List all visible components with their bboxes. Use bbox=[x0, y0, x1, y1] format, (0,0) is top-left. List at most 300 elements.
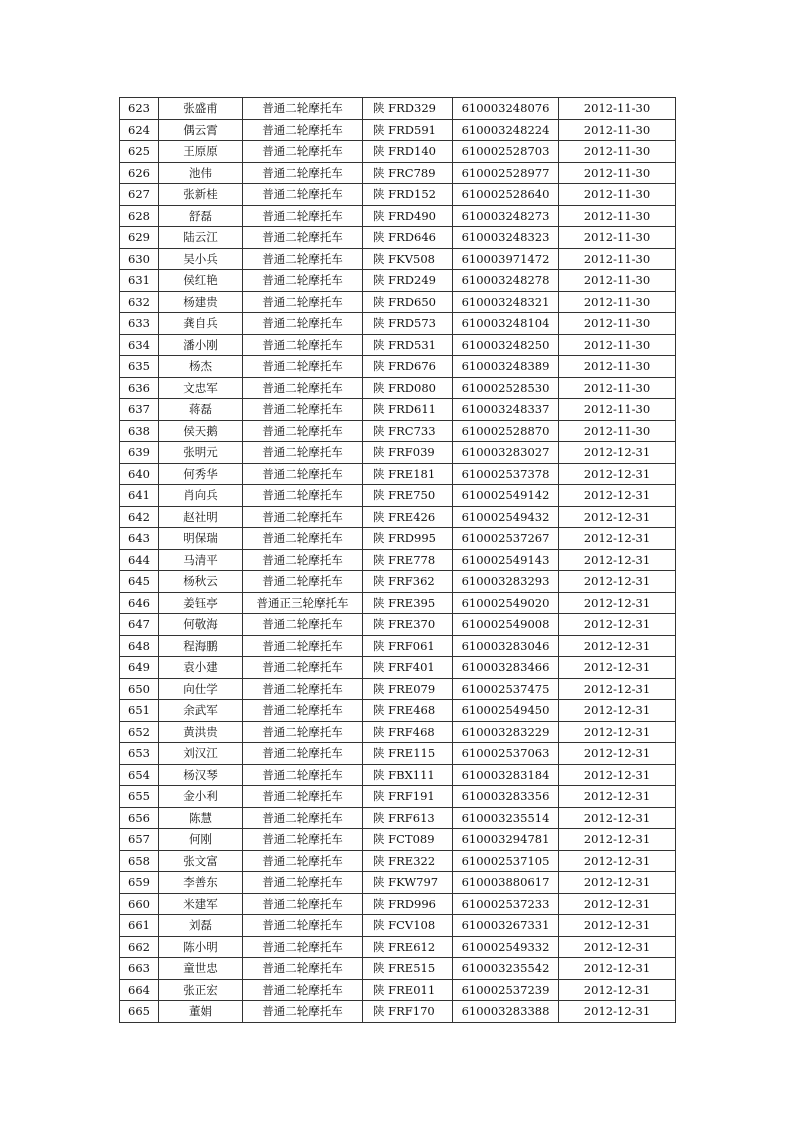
row-number-cell: 650 bbox=[120, 678, 159, 700]
plate-number-cell: 陕 FRF401 bbox=[363, 657, 453, 679]
issue-date-cell: 2012-12-31 bbox=[559, 571, 676, 593]
row-number-cell: 638 bbox=[120, 420, 159, 442]
issue-date-cell: 2012-12-31 bbox=[559, 721, 676, 743]
license-number-cell: 610002537105 bbox=[453, 850, 559, 872]
issue-date-cell: 2012-11-30 bbox=[559, 399, 676, 421]
holder-name-cell: 张文富 bbox=[159, 850, 243, 872]
holder-name-cell: 池伟 bbox=[159, 162, 243, 184]
plate-number-cell: 陕 FRC789 bbox=[363, 162, 453, 184]
license-table bbox=[119, 97, 676, 1023]
row-number-cell: 624 bbox=[120, 119, 159, 141]
plate-number-cell: 陕 FRF191 bbox=[363, 786, 453, 808]
license-number-cell: 610003283229 bbox=[453, 721, 559, 743]
issue-date-cell: 2012-12-31 bbox=[559, 979, 676, 1001]
vehicle-class-cell: 普通二轮摩托车 bbox=[243, 635, 363, 657]
holder-name-cell: 张明元 bbox=[159, 442, 243, 464]
row-number-cell: 648 bbox=[120, 635, 159, 657]
vehicle-class-cell: 普通二轮摩托车 bbox=[243, 872, 363, 894]
holder-name-cell: 文忠军 bbox=[159, 377, 243, 399]
issue-date-cell: 2012-11-30 bbox=[559, 334, 676, 356]
table-row bbox=[120, 678, 676, 700]
vehicle-class-cell: 普通正三轮摩托车 bbox=[243, 592, 363, 614]
issue-date-cell: 2012-12-31 bbox=[559, 506, 676, 528]
table-row bbox=[120, 571, 676, 593]
issue-date-cell: 2012-12-31 bbox=[559, 786, 676, 808]
license-number-cell: 610003283356 bbox=[453, 786, 559, 808]
plate-number-cell: 陕 FRF613 bbox=[363, 807, 453, 829]
issue-date-cell: 2012-12-31 bbox=[559, 915, 676, 937]
table-row bbox=[120, 829, 676, 851]
license-number-cell: 610002528977 bbox=[453, 162, 559, 184]
row-number-cell: 658 bbox=[120, 850, 159, 872]
issue-date-cell: 2012-11-30 bbox=[559, 98, 676, 120]
plate-number-cell: 陕 FRE011 bbox=[363, 979, 453, 1001]
table-row bbox=[120, 614, 676, 636]
vehicle-class-cell: 普通二轮摩托车 bbox=[243, 205, 363, 227]
holder-name-cell: 侯红艳 bbox=[159, 270, 243, 292]
table-row bbox=[120, 463, 676, 485]
plate-number-cell: 陕 FRE181 bbox=[363, 463, 453, 485]
holder-name-cell: 刘磊 bbox=[159, 915, 243, 937]
vehicle-class-cell: 普通二轮摩托车 bbox=[243, 893, 363, 915]
holder-name-cell: 刘汉江 bbox=[159, 743, 243, 765]
plate-number-cell: 陕 FRD531 bbox=[363, 334, 453, 356]
holder-name-cell: 肖向兵 bbox=[159, 485, 243, 507]
issue-date-cell: 2012-12-31 bbox=[559, 592, 676, 614]
license-number-cell: 610002549143 bbox=[453, 549, 559, 571]
plate-number-cell: 陕 FRE370 bbox=[363, 614, 453, 636]
issue-date-cell: 2012-12-31 bbox=[559, 764, 676, 786]
license-number-cell: 610003248250 bbox=[453, 334, 559, 356]
row-number-cell: 646 bbox=[120, 592, 159, 614]
row-number-cell: 645 bbox=[120, 571, 159, 593]
issue-date-cell: 2012-11-30 bbox=[559, 162, 676, 184]
holder-name-cell: 杨杰 bbox=[159, 356, 243, 378]
issue-date-cell: 2012-12-31 bbox=[559, 958, 676, 980]
holder-name-cell: 明保瑞 bbox=[159, 528, 243, 550]
issue-date-cell: 2012-12-31 bbox=[559, 463, 676, 485]
row-number-cell: 664 bbox=[120, 979, 159, 1001]
plate-number-cell: 陕 FRD329 bbox=[363, 98, 453, 120]
row-number-cell: 633 bbox=[120, 313, 159, 335]
row-number-cell: 634 bbox=[120, 334, 159, 356]
table-row bbox=[120, 119, 676, 141]
issue-date-cell: 2012-11-30 bbox=[559, 227, 676, 249]
vehicle-class-cell: 普通二轮摩托车 bbox=[243, 657, 363, 679]
table-row bbox=[120, 270, 676, 292]
license-number-cell: 610002549008 bbox=[453, 614, 559, 636]
holder-name-cell: 陆云江 bbox=[159, 227, 243, 249]
table-row bbox=[120, 205, 676, 227]
plate-number-cell: 陕 FRF362 bbox=[363, 571, 453, 593]
vehicle-class-cell: 普通二轮摩托车 bbox=[243, 936, 363, 958]
license-number-cell: 610003294781 bbox=[453, 829, 559, 851]
holder-name-cell: 程海鹏 bbox=[159, 635, 243, 657]
row-number-cell: 643 bbox=[120, 528, 159, 550]
issue-date-cell: 2012-11-30 bbox=[559, 141, 676, 163]
vehicle-class-cell: 普通二轮摩托车 bbox=[243, 614, 363, 636]
plate-number-cell: 陕 FRD140 bbox=[363, 141, 453, 163]
table-row bbox=[120, 442, 676, 464]
table-row bbox=[120, 227, 676, 249]
row-number-cell: 628 bbox=[120, 205, 159, 227]
issue-date-cell: 2012-12-31 bbox=[559, 678, 676, 700]
license-number-cell: 610003248273 bbox=[453, 205, 559, 227]
vehicle-class-cell: 普通二轮摩托车 bbox=[243, 442, 363, 464]
table-row bbox=[120, 485, 676, 507]
plate-number-cell: 陕 FRC733 bbox=[363, 420, 453, 442]
license-number-cell: 610003248104 bbox=[453, 313, 559, 335]
issue-date-cell: 2012-11-30 bbox=[559, 248, 676, 270]
holder-name-cell: 黄洪贵 bbox=[159, 721, 243, 743]
table-row bbox=[120, 657, 676, 679]
table-body bbox=[120, 98, 676, 1023]
row-number-cell: 642 bbox=[120, 506, 159, 528]
issue-date-cell: 2012-12-31 bbox=[559, 872, 676, 894]
issue-date-cell: 2012-12-31 bbox=[559, 700, 676, 722]
issue-date-cell: 2012-12-31 bbox=[559, 743, 676, 765]
row-number-cell: 653 bbox=[120, 743, 159, 765]
row-number-cell: 644 bbox=[120, 549, 159, 571]
license-number-cell: 610002549142 bbox=[453, 485, 559, 507]
license-number-cell: 610002537267 bbox=[453, 528, 559, 550]
issue-date-cell: 2012-11-30 bbox=[559, 184, 676, 206]
issue-date-cell: 2012-11-30 bbox=[559, 291, 676, 313]
vehicle-class-cell: 普通二轮摩托车 bbox=[243, 979, 363, 1001]
row-number-cell: 661 bbox=[120, 915, 159, 937]
holder-name-cell: 陈慧 bbox=[159, 807, 243, 829]
plate-number-cell: 陕 FRD573 bbox=[363, 313, 453, 335]
row-number-cell: 665 bbox=[120, 1001, 159, 1023]
holder-name-cell: 舒磊 bbox=[159, 205, 243, 227]
issue-date-cell: 2012-12-31 bbox=[559, 549, 676, 571]
plate-number-cell: 陕 FRE612 bbox=[363, 936, 453, 958]
plate-number-cell: 陕 FRF170 bbox=[363, 1001, 453, 1023]
holder-name-cell: 向仕学 bbox=[159, 678, 243, 700]
plate-number-cell: 陕 FRD490 bbox=[363, 205, 453, 227]
row-number-cell: 639 bbox=[120, 442, 159, 464]
vehicle-class-cell: 普通二轮摩托车 bbox=[243, 463, 363, 485]
vehicle-class-cell: 普通二轮摩托车 bbox=[243, 248, 363, 270]
vehicle-class-cell: 普通二轮摩托车 bbox=[243, 291, 363, 313]
license-number-cell: 610003880617 bbox=[453, 872, 559, 894]
holder-name-cell: 马清平 bbox=[159, 549, 243, 571]
table-row bbox=[120, 549, 676, 571]
vehicle-class-cell: 普通二轮摩托车 bbox=[243, 420, 363, 442]
vehicle-class-cell: 普通二轮摩托车 bbox=[243, 528, 363, 550]
vehicle-class-cell: 普通二轮摩托车 bbox=[243, 399, 363, 421]
table-row bbox=[120, 162, 676, 184]
table-row bbox=[120, 915, 676, 937]
vehicle-class-cell: 普通二轮摩托车 bbox=[243, 850, 363, 872]
plate-number-cell: 陕 FRD996 bbox=[363, 893, 453, 915]
row-number-cell: 647 bbox=[120, 614, 159, 636]
holder-name-cell: 龚自兵 bbox=[159, 313, 243, 335]
issue-date-cell: 2012-11-30 bbox=[559, 313, 676, 335]
license-number-cell: 610003283027 bbox=[453, 442, 559, 464]
row-number-cell: 640 bbox=[120, 463, 159, 485]
plate-number-cell: 陕 FRD611 bbox=[363, 399, 453, 421]
holder-name-cell: 何敬海 bbox=[159, 614, 243, 636]
vehicle-class-cell: 普通二轮摩托车 bbox=[243, 162, 363, 184]
table-row bbox=[120, 958, 676, 980]
license-number-cell: 610002528640 bbox=[453, 184, 559, 206]
row-number-cell: 625 bbox=[120, 141, 159, 163]
row-number-cell: 630 bbox=[120, 248, 159, 270]
holder-name-cell: 杨秋云 bbox=[159, 571, 243, 593]
license-number-cell: 610003283293 bbox=[453, 571, 559, 593]
row-number-cell: 623 bbox=[120, 98, 159, 120]
vehicle-class-cell: 普通二轮摩托车 bbox=[243, 807, 363, 829]
vehicle-class-cell: 普通二轮摩托车 bbox=[243, 313, 363, 335]
table-row bbox=[120, 248, 676, 270]
plate-number-cell: 陕 FRD650 bbox=[363, 291, 453, 313]
table-row bbox=[120, 936, 676, 958]
vehicle-class-cell: 普通二轮摩托车 bbox=[243, 549, 363, 571]
row-number-cell: 626 bbox=[120, 162, 159, 184]
table-row bbox=[120, 506, 676, 528]
issue-date-cell: 2012-11-30 bbox=[559, 420, 676, 442]
issue-date-cell: 2012-11-30 bbox=[559, 356, 676, 378]
license-number-cell: 610002537063 bbox=[453, 743, 559, 765]
holder-name-cell: 吴小兵 bbox=[159, 248, 243, 270]
table-row bbox=[120, 786, 676, 808]
license-number-cell: 610002537233 bbox=[453, 893, 559, 915]
license-number-cell: 610003267331 bbox=[453, 915, 559, 937]
license-number-cell: 610003235542 bbox=[453, 958, 559, 980]
vehicle-class-cell: 普通二轮摩托车 bbox=[243, 915, 363, 937]
license-number-cell: 610003283388 bbox=[453, 1001, 559, 1023]
issue-date-cell: 2012-12-31 bbox=[559, 635, 676, 657]
row-number-cell: 655 bbox=[120, 786, 159, 808]
license-number-cell: 610003248337 bbox=[453, 399, 559, 421]
license-number-cell: 610002528703 bbox=[453, 141, 559, 163]
license-number-cell: 610002549332 bbox=[453, 936, 559, 958]
license-number-cell: 610003283184 bbox=[453, 764, 559, 786]
table-row bbox=[120, 700, 676, 722]
table-row bbox=[120, 334, 676, 356]
license-number-cell: 610003248224 bbox=[453, 119, 559, 141]
issue-date-cell: 2012-11-30 bbox=[559, 119, 676, 141]
license-number-cell: 610003248278 bbox=[453, 270, 559, 292]
row-number-cell: 656 bbox=[120, 807, 159, 829]
holder-name-cell: 侯天鹅 bbox=[159, 420, 243, 442]
holder-name-cell: 张新桂 bbox=[159, 184, 243, 206]
plate-number-cell: 陕 FRE778 bbox=[363, 549, 453, 571]
row-number-cell: 636 bbox=[120, 377, 159, 399]
vehicle-class-cell: 普通二轮摩托车 bbox=[243, 227, 363, 249]
plate-number-cell: 陕 FRF061 bbox=[363, 635, 453, 657]
issue-date-cell: 2012-11-30 bbox=[559, 377, 676, 399]
vehicle-class-cell: 普通二轮摩托车 bbox=[243, 141, 363, 163]
holder-name-cell: 杨建贵 bbox=[159, 291, 243, 313]
issue-date-cell: 2012-12-31 bbox=[559, 893, 676, 915]
vehicle-class-cell: 普通二轮摩托车 bbox=[243, 958, 363, 980]
holder-name-cell: 蒋磊 bbox=[159, 399, 243, 421]
issue-date-cell: 2012-12-31 bbox=[559, 657, 676, 679]
vehicle-class-cell: 普通二轮摩托车 bbox=[243, 377, 363, 399]
table-row bbox=[120, 528, 676, 550]
plate-number-cell: 陕 FRD152 bbox=[363, 184, 453, 206]
holder-name-cell: 陈小明 bbox=[159, 936, 243, 958]
license-number-cell: 610002537239 bbox=[453, 979, 559, 1001]
issue-date-cell: 2012-12-31 bbox=[559, 936, 676, 958]
table-row bbox=[120, 979, 676, 1001]
holder-name-cell: 袁小建 bbox=[159, 657, 243, 679]
vehicle-class-cell: 普通二轮摩托车 bbox=[243, 700, 363, 722]
issue-date-cell: 2012-11-30 bbox=[559, 270, 676, 292]
row-number-cell: 651 bbox=[120, 700, 159, 722]
table-row bbox=[120, 872, 676, 894]
plate-number-cell: 陕 FCV108 bbox=[363, 915, 453, 937]
holder-name-cell: 姜钰亭 bbox=[159, 592, 243, 614]
issue-date-cell: 2012-12-31 bbox=[559, 528, 676, 550]
table-row bbox=[120, 743, 676, 765]
table-row bbox=[120, 635, 676, 657]
table-row bbox=[120, 184, 676, 206]
license-number-cell: 610002537378 bbox=[453, 463, 559, 485]
table-row bbox=[120, 141, 676, 163]
row-number-cell: 632 bbox=[120, 291, 159, 313]
plate-number-cell: 陕 FRF039 bbox=[363, 442, 453, 464]
row-number-cell: 637 bbox=[120, 399, 159, 421]
holder-name-cell: 米建军 bbox=[159, 893, 243, 915]
holder-name-cell: 何秀华 bbox=[159, 463, 243, 485]
license-number-cell: 610003283466 bbox=[453, 657, 559, 679]
plate-number-cell: 陕 FRD591 bbox=[363, 119, 453, 141]
plate-number-cell: 陕 FRE750 bbox=[363, 485, 453, 507]
vehicle-class-cell: 普通二轮摩托车 bbox=[243, 829, 363, 851]
plate-number-cell: 陕 FKV508 bbox=[363, 248, 453, 270]
plate-number-cell: 陕 FRD995 bbox=[363, 528, 453, 550]
table-row bbox=[120, 98, 676, 120]
license-number-cell: 610002528870 bbox=[453, 420, 559, 442]
vehicle-class-cell: 普通二轮摩托车 bbox=[243, 98, 363, 120]
vehicle-class-cell: 普通二轮摩托车 bbox=[243, 743, 363, 765]
plate-number-cell: 陕 FRE079 bbox=[363, 678, 453, 700]
plate-number-cell: 陕 FRE426 bbox=[363, 506, 453, 528]
holder-name-cell: 余武军 bbox=[159, 700, 243, 722]
issue-date-cell: 2012-12-31 bbox=[559, 614, 676, 636]
vehicle-class-cell: 普通二轮摩托车 bbox=[243, 571, 363, 593]
holder-name-cell: 金小利 bbox=[159, 786, 243, 808]
license-number-cell: 610003248323 bbox=[453, 227, 559, 249]
issue-date-cell: 2012-12-31 bbox=[559, 485, 676, 507]
vehicle-class-cell: 普通二轮摩托车 bbox=[243, 356, 363, 378]
plate-number-cell: 陕 FRD646 bbox=[363, 227, 453, 249]
license-number-cell: 610002549432 bbox=[453, 506, 559, 528]
vehicle-class-cell: 普通二轮摩托车 bbox=[243, 786, 363, 808]
license-number-cell: 610003248321 bbox=[453, 291, 559, 313]
plate-number-cell: 陕 FRE322 bbox=[363, 850, 453, 872]
vehicle-class-cell: 普通二轮摩托车 bbox=[243, 184, 363, 206]
plate-number-cell: 陕 FRE468 bbox=[363, 700, 453, 722]
row-number-cell: 652 bbox=[120, 721, 159, 743]
row-number-cell: 635 bbox=[120, 356, 159, 378]
table-row bbox=[120, 1001, 676, 1023]
row-number-cell: 627 bbox=[120, 184, 159, 206]
holder-name-cell: 偶云霄 bbox=[159, 119, 243, 141]
vehicle-class-cell: 普通二轮摩托车 bbox=[243, 119, 363, 141]
plate-number-cell: 陕 FRE115 bbox=[363, 743, 453, 765]
table-row bbox=[120, 420, 676, 442]
table-row bbox=[120, 356, 676, 378]
plate-number-cell: 陕 FRD676 bbox=[363, 356, 453, 378]
row-number-cell: 659 bbox=[120, 872, 159, 894]
vehicle-class-cell: 普通二轮摩托车 bbox=[243, 1001, 363, 1023]
table-row bbox=[120, 399, 676, 421]
holder-name-cell: 张盛甫 bbox=[159, 98, 243, 120]
holder-name-cell: 何刚 bbox=[159, 829, 243, 851]
plate-number-cell: 陕 FRD080 bbox=[363, 377, 453, 399]
table-row bbox=[120, 377, 676, 399]
row-number-cell: 660 bbox=[120, 893, 159, 915]
license-number-cell: 610003235514 bbox=[453, 807, 559, 829]
holder-name-cell: 杨汉琴 bbox=[159, 764, 243, 786]
holder-name-cell: 赵社明 bbox=[159, 506, 243, 528]
table-row bbox=[120, 313, 676, 335]
issue-date-cell: 2012-12-31 bbox=[559, 807, 676, 829]
vehicle-class-cell: 普通二轮摩托车 bbox=[243, 506, 363, 528]
row-number-cell: 631 bbox=[120, 270, 159, 292]
issue-date-cell: 2012-12-31 bbox=[559, 850, 676, 872]
table-row bbox=[120, 291, 676, 313]
vehicle-class-cell: 普通二轮摩托车 bbox=[243, 678, 363, 700]
plate-number-cell: 陕 FBX111 bbox=[363, 764, 453, 786]
holder-name-cell: 潘小刚 bbox=[159, 334, 243, 356]
license-number-cell: 610002528530 bbox=[453, 377, 559, 399]
issue-date-cell: 2012-12-31 bbox=[559, 829, 676, 851]
plate-number-cell: 陕 FRF468 bbox=[363, 721, 453, 743]
holder-name-cell: 李善东 bbox=[159, 872, 243, 894]
row-number-cell: 649 bbox=[120, 657, 159, 679]
holder-name-cell: 张正宏 bbox=[159, 979, 243, 1001]
row-number-cell: 641 bbox=[120, 485, 159, 507]
license-number-cell: 610003248076 bbox=[453, 98, 559, 120]
plate-number-cell: 陕 FRE515 bbox=[363, 958, 453, 980]
license-number-cell: 610002537475 bbox=[453, 678, 559, 700]
table-row bbox=[120, 850, 676, 872]
plate-number-cell: 陕 FKW797 bbox=[363, 872, 453, 894]
vehicle-class-cell: 普通二轮摩托车 bbox=[243, 764, 363, 786]
row-number-cell: 657 bbox=[120, 829, 159, 851]
table-row bbox=[120, 721, 676, 743]
holder-name-cell: 董娟 bbox=[159, 1001, 243, 1023]
license-number-cell: 610002549020 bbox=[453, 592, 559, 614]
table-row bbox=[120, 893, 676, 915]
row-number-cell: 629 bbox=[120, 227, 159, 249]
table-row bbox=[120, 807, 676, 829]
issue-date-cell: 2012-12-31 bbox=[559, 1001, 676, 1023]
vehicle-class-cell: 普通二轮摩托车 bbox=[243, 334, 363, 356]
plate-number-cell: 陕 FRD249 bbox=[363, 270, 453, 292]
plate-number-cell: 陕 FCT089 bbox=[363, 829, 453, 851]
holder-name-cell: 王原原 bbox=[159, 141, 243, 163]
vehicle-class-cell: 普通二轮摩托车 bbox=[243, 721, 363, 743]
holder-name-cell: 童世忠 bbox=[159, 958, 243, 980]
issue-date-cell: 2012-11-30 bbox=[559, 205, 676, 227]
vehicle-class-cell: 普通二轮摩托车 bbox=[243, 485, 363, 507]
row-number-cell: 663 bbox=[120, 958, 159, 980]
row-number-cell: 662 bbox=[120, 936, 159, 958]
license-number-cell: 610003283046 bbox=[453, 635, 559, 657]
vehicle-class-cell: 普通二轮摩托车 bbox=[243, 270, 363, 292]
issue-date-cell: 2012-12-31 bbox=[559, 442, 676, 464]
row-number-cell: 654 bbox=[120, 764, 159, 786]
table-row bbox=[120, 592, 676, 614]
license-number-cell: 610002549450 bbox=[453, 700, 559, 722]
plate-number-cell: 陕 FRE395 bbox=[363, 592, 453, 614]
